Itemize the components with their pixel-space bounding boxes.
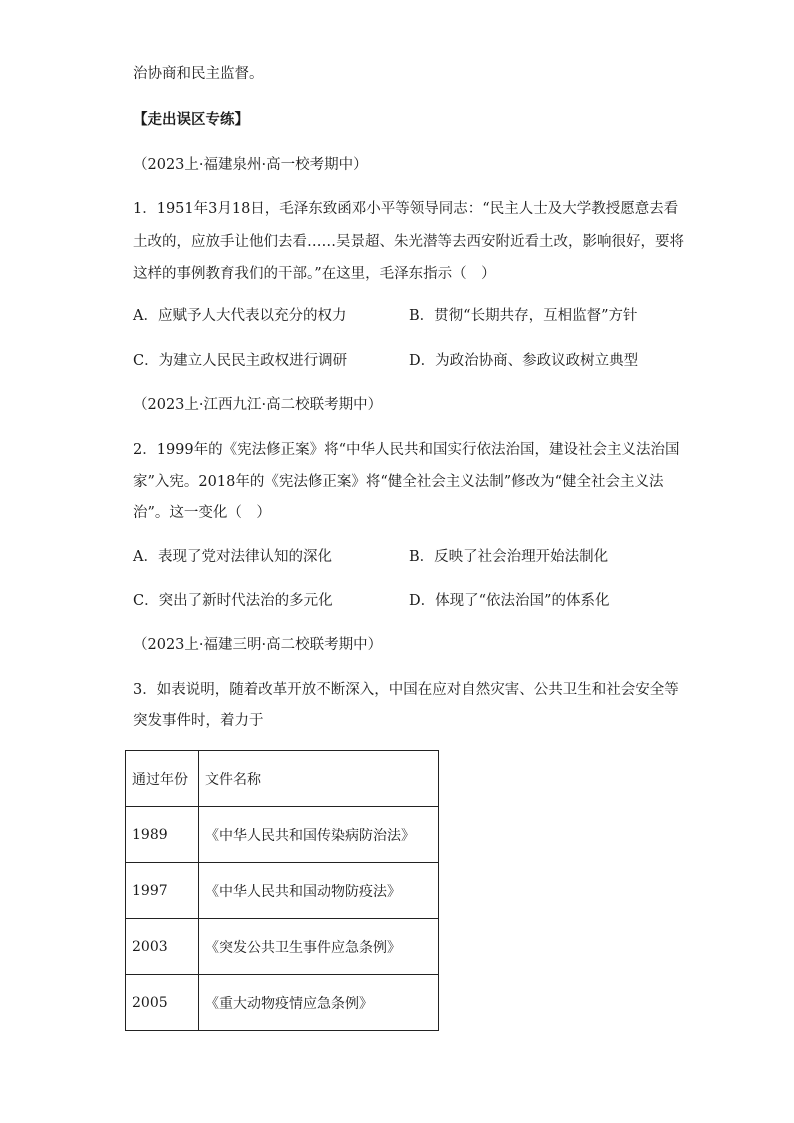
table-cell-document: 《中华人民共和国动物防疫法》: [199, 863, 439, 919]
section-title: 【走出误区专练】: [133, 111, 249, 128]
table-cell-document: 《中华人民共和国传染病防治法》: [199, 807, 439, 863]
table-header-year: 通过年份: [126, 751, 199, 807]
question-1-option-c[interactable]: C．为建立人民民主政权进行调研: [133, 353, 348, 369]
question-3-stem-line-1: 3．如表说明，随着改革开放不断深入，中国在应对自然灾害、公共卫生和社会安全等: [133, 682, 679, 698]
table-cell-document: 《重大动物疫情应急条例》: [199, 975, 439, 1031]
table-cell-year: 2005: [126, 975, 199, 1031]
table-cell-year: 1997: [126, 863, 199, 919]
question-1-source: （2023上·福建泉州·高一校考期中）: [133, 157, 368, 173]
question-2-option-a[interactable]: A．表现了党对法律认知的深化: [133, 549, 332, 565]
question-2-option-b[interactable]: B．反映了社会治理开始法制化: [409, 549, 609, 565]
question-1-option-b[interactable]: B．贯彻“长期共存，互相监督”方针: [409, 308, 638, 324]
question-2-stem-line-1: 2．1999年的《宪法修正案》将“中华人民共和国实行依法治国，建设社会主义法治国: [133, 442, 680, 458]
table-header-row: [126, 751, 439, 807]
question-2-source: （2023上·江西九江·高二校联考期中）: [133, 397, 383, 413]
question-1-option-a[interactable]: A．应赋予人大代表以充分的权力: [133, 308, 347, 324]
question-3-source: （2023上·福建三明·高二校联考期中）: [133, 637, 383, 653]
table-header-document: 文件名称: [199, 751, 439, 807]
table-row: [126, 975, 439, 1031]
question-1-stem-line-2: 土改的，应放手让他们去看……吴景超、朱光潜等去西安附近看土改，影响很好，要将: [133, 234, 684, 250]
question-3-stem-line-2: 突发事件时，着力于: [133, 713, 264, 729]
question-2-option-c[interactable]: C．突出了新时代法治的多元化: [133, 593, 333, 609]
question-2-option-d[interactable]: D．体现了“依法治国”的体系化: [409, 593, 610, 609]
table-row: [126, 807, 439, 863]
question-2-stem-line-2: 家”入宪。2018年的《宪法修正案》将“健全社会主义法制”修改为“健全社会主义法: [133, 474, 664, 490]
table-cell-year: 2003: [126, 919, 199, 975]
table-cell-document: 《突发公共卫生事件应急条例》: [199, 919, 439, 975]
table-row: [126, 863, 439, 919]
question-1-stem-line-1: 1．1951年3月18日，毛泽东致函邓小平等领导同志：“民主人士及大学教授愿意去看: [133, 201, 679, 217]
question-1-stem-line-3: 这样的事例教育我们的干部。”在这里，毛泽东指示（ ）: [133, 266, 496, 282]
legislation-table: [125, 750, 439, 1031]
table-row: [126, 919, 439, 975]
question-2-stem-line-3: 治”。这一变化（ ）: [133, 505, 271, 521]
table-cell-year: 1989: [126, 807, 199, 863]
question-1-option-d[interactable]: D．为政治协商、参政议政树立典型: [409, 353, 639, 369]
intro-tail-text: 治协商和民主监督。: [133, 66, 264, 82]
